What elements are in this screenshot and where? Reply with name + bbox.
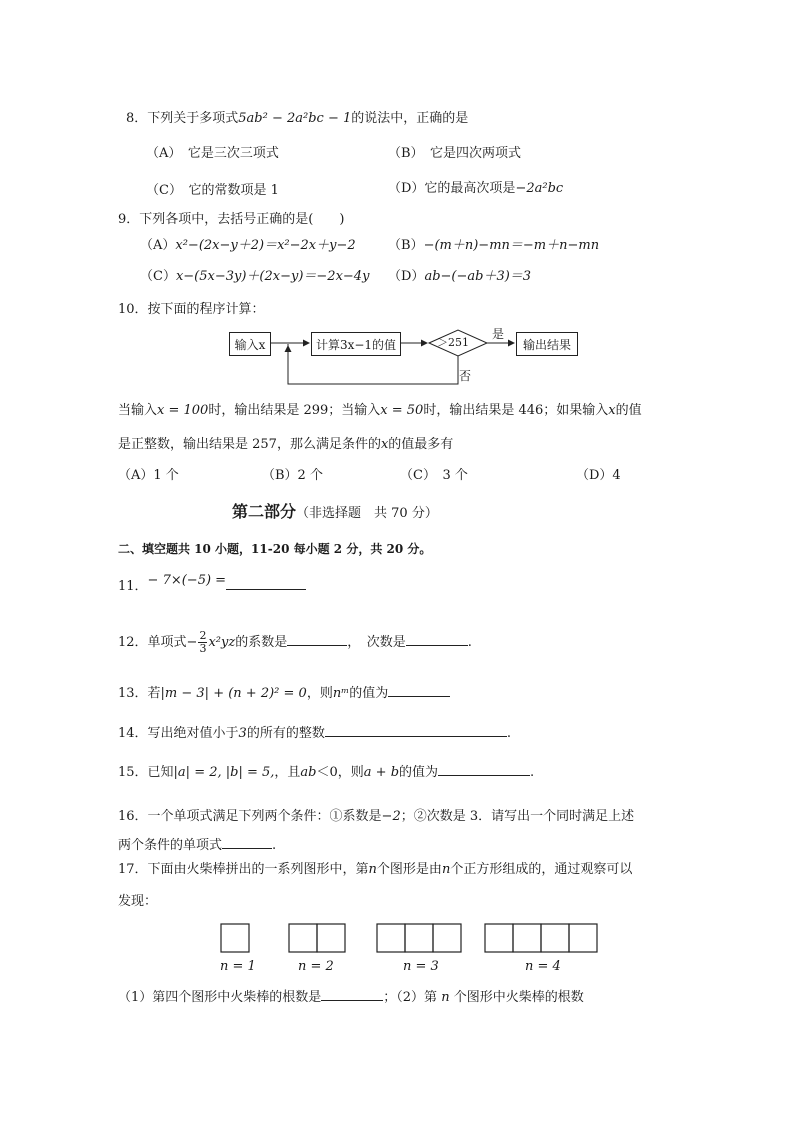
section2-heading: 二、填空题共 10 小题，11-20 每小题 2 分，共 20 分。 bbox=[118, 542, 432, 556]
matchstick-figures bbox=[215, 918, 605, 958]
q17-questions: （1）第四个图形中火柴棒的根数是 ；（2）第 n 个图形中火柴棒的根数 bbox=[118, 990, 584, 1005]
q16-line1: 16．一个单项式满足下列两个条件：①系数是−2；②次数是 3．请写出一个同时满足上述 bbox=[118, 809, 635, 824]
q8-option-b[interactable]: （B） 它是四次两项式 bbox=[388, 146, 522, 161]
q16-line2: 两个条件的单项式 . bbox=[118, 838, 277, 853]
q9-option-a[interactable]: （A）x²−(2x−y＋2)＝x²−2x＋y−2 bbox=[140, 238, 356, 253]
q8-polynomial: 5ab² − 2a²bc − 1 bbox=[238, 111, 352, 126]
q12-coefficient-blank[interactable] bbox=[287, 633, 347, 646]
q14-answer-blank[interactable] bbox=[325, 724, 507, 737]
q13: 13．若|m − 3| + (n + 2)² = 0，则nᵐ的值为 bbox=[118, 684, 450, 703]
q17-line1: 17．下面由火柴棒拼出的一系列图形中，第n个图形是由n个正方形组成的，通过观察可以 bbox=[118, 862, 633, 877]
part2-heading: 第二部分（非选择题 共 70 分） bbox=[232, 502, 438, 521]
flow-no-label: 否 bbox=[459, 369, 472, 383]
q15: 15．已知|a| = 2, |b| = 5,，且ab＜0，则a + b的值为 . bbox=[118, 765, 535, 780]
q12-fraction: $\frac{2}{3}$ bbox=[199, 629, 207, 655]
q16-answer-blank[interactable] bbox=[222, 836, 272, 849]
q10-text-line2: 是正整数，输出结果是 257，那么满足条件的x的值最多有 bbox=[118, 437, 454, 452]
q8-stem: 8．下列关于多项式5ab² − 2a²bc − 1的说法中，正确的是 bbox=[126, 111, 469, 126]
q13-answer-blank[interactable] bbox=[388, 684, 450, 697]
flow-output-box: 输出结果 bbox=[516, 332, 578, 356]
q12-degree-blank[interactable] bbox=[406, 633, 468, 646]
q10-option-b[interactable]: （B）2 个 bbox=[262, 468, 323, 483]
figure-n3 bbox=[377, 924, 461, 952]
q17-line2: 发现： bbox=[118, 894, 158, 909]
q9-stem: 9．下列各项中，去括号正确的是( ) bbox=[118, 212, 345, 227]
q9-option-d[interactable]: （D）ab−(−ab＋3)＝3 bbox=[388, 269, 532, 284]
q10-text-line1: 当输入x = 100时，输出结果是 299；当输入x = 50时，输出结果是 446；如果输入x的值 bbox=[118, 403, 642, 418]
figure-label-n2: n = 2 bbox=[298, 959, 334, 974]
flow-connectors bbox=[220, 320, 600, 392]
q12: 12．单项式− $\frac{2}{3}$ x²yz的系数是 ， 次数是 . bbox=[118, 629, 472, 655]
flow-input-box: 输入x bbox=[229, 332, 271, 356]
figure-n1 bbox=[221, 924, 249, 952]
q8-option-c[interactable]: （C） 它的常数项是 1 bbox=[146, 183, 279, 198]
q10-option-a[interactable]: （A）1 个 bbox=[118, 468, 179, 483]
figure-label-n1: n = 1 bbox=[220, 959, 256, 974]
q14: 14．写出绝对值小于3的所有的整数 . bbox=[118, 726, 511, 741]
q11-answer-blank[interactable] bbox=[226, 577, 306, 590]
flow-loop-line bbox=[288, 344, 458, 384]
q8-option-d[interactable]: （D）它的最高次项是−2a²bc bbox=[388, 181, 564, 196]
q10-option-d[interactable]: （D）4 bbox=[576, 468, 621, 483]
q15-answer-blank[interactable] bbox=[438, 763, 530, 776]
figure-label-n3: n = 3 bbox=[403, 959, 439, 974]
q9-option-b[interactable]: （B）−(m＋n)−mn＝−m＋n−mn bbox=[388, 238, 600, 253]
flow-condition-label: ＞251 bbox=[437, 336, 469, 349]
flow-yes-label: 是 bbox=[492, 327, 505, 341]
figure-n2 bbox=[289, 924, 345, 952]
flow-compute-box: 计算3x−1的值 bbox=[311, 332, 401, 356]
q17-answer-blank-1[interactable] bbox=[321, 988, 383, 1001]
q8-option-a[interactable]: （A） 它是三次三项式 bbox=[146, 146, 279, 161]
figure-n4 bbox=[485, 924, 597, 952]
q10-stem: 10．按下面的程序计算： bbox=[118, 302, 265, 317]
q9-option-c[interactable]: （C）x−(5x−3y)＋(2x−y)＝−2x−4y bbox=[140, 269, 370, 284]
figure-label-n4: n = 4 bbox=[525, 959, 561, 974]
q11: 11．− 7×(−5) = bbox=[118, 577, 306, 596]
q10-option-c[interactable]: （C） 3 个 bbox=[400, 468, 468, 483]
